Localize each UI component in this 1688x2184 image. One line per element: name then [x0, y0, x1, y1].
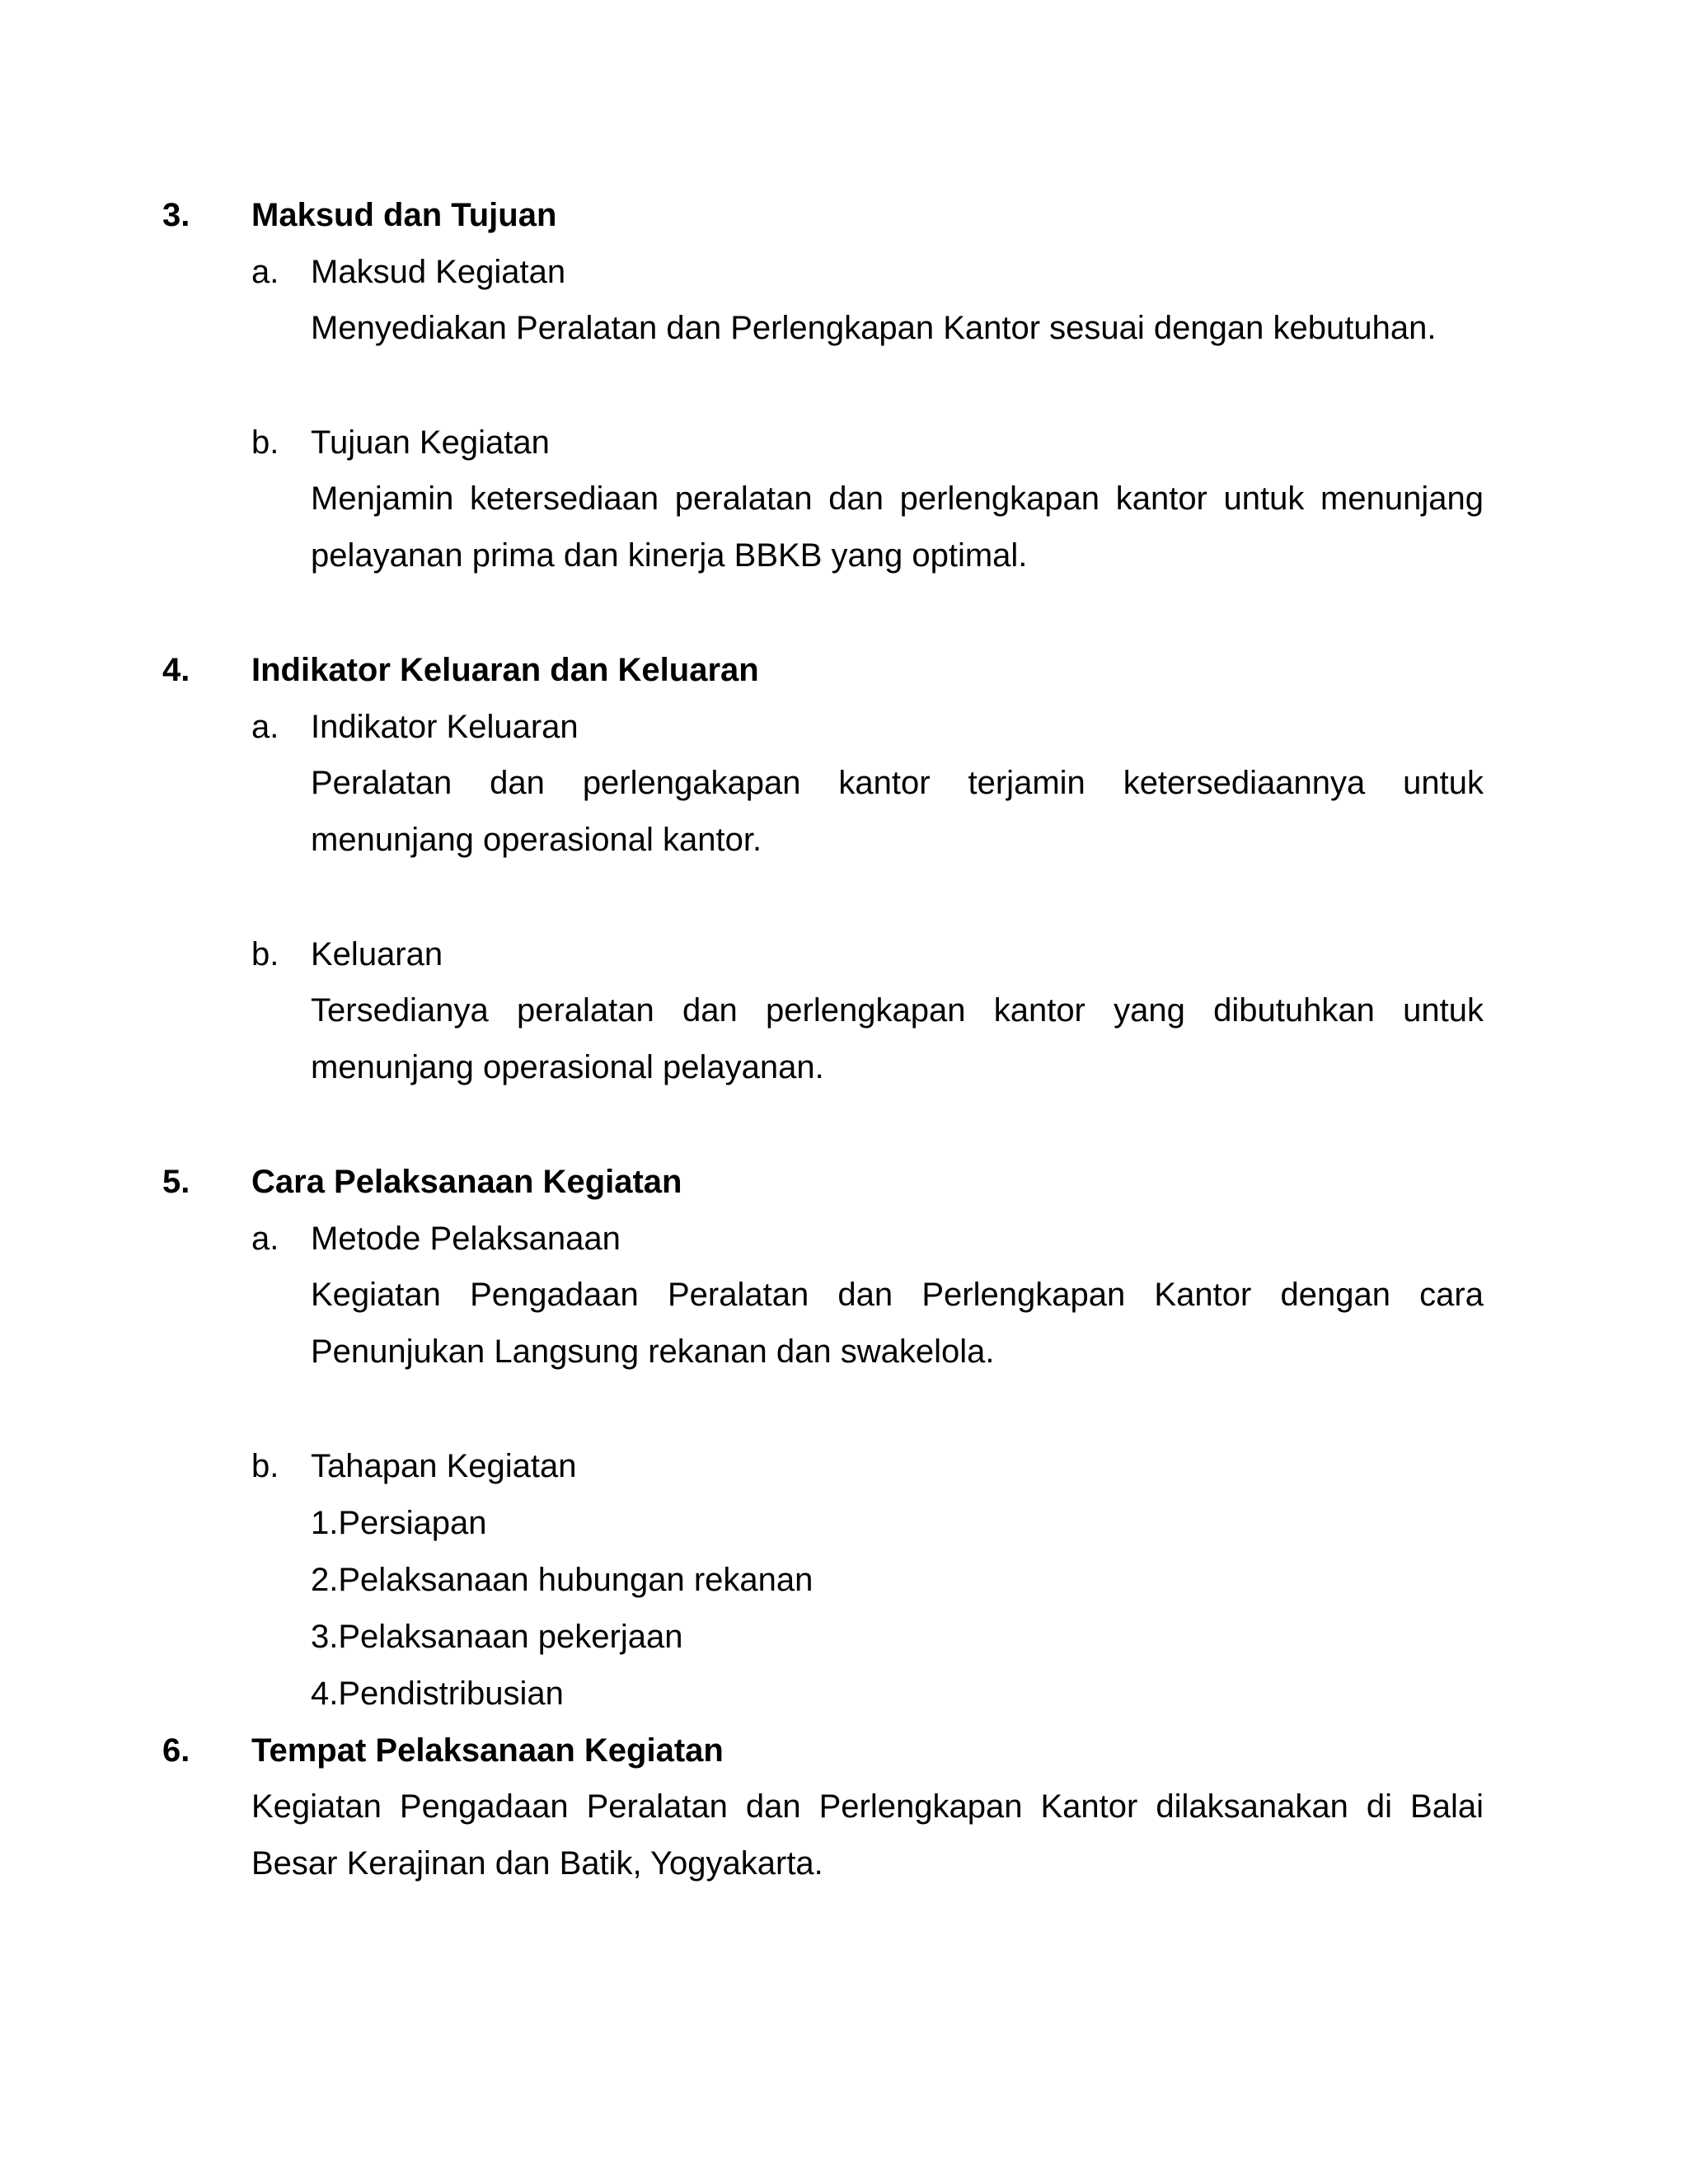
item-title: Maksud Kegiatan	[311, 254, 566, 290]
step-item: 3.Pelaksanaan pekerjaan	[311, 1619, 683, 1655]
item-title: Metode Pelaksanaan	[311, 1221, 621, 1257]
item-text: Kegiatan Pengadaan Peralatan dan Perlengkapan Kantor dengan cara Penunjukan Langsung rekanan dan swakelola.	[311, 1277, 1484, 1370]
item-text: Menjamin ketersediaan peralatan dan perlengkapan kantor untuk menunjang pelayanan prima dan kinerja BBKB yang optimal.	[311, 480, 1484, 574]
section-text: Kegiatan Pengadaan Peralatan dan Perlengkapan Kantor dilaksanakan di Balai Besar Kerajinan dan Batik, Yogyakarta.	[251, 1788, 1484, 1882]
item-text: Tersedianya peralatan dan perlengkapan kantor yang dibutuhkan untuk menunjang operasional pelayanan.	[311, 992, 1484, 1085]
item-title: Tahapan Kegiatan	[311, 1448, 577, 1484]
item-text: Menyediakan Peralatan dan Perlengkapan Kantor sesuai dengan kebutuhan.	[311, 310, 1437, 346]
section-title: Cara Pelaksanaan Kegiatan	[251, 1164, 682, 1200]
step-item: 1.Persiapan	[311, 1505, 487, 1541]
section-number: 4.	[162, 652, 190, 688]
item-letter: a.	[251, 254, 279, 290]
item-letter: a.	[251, 1221, 279, 1257]
section-title: Tempat Pelaksanaan Kegiatan	[251, 1732, 724, 1769]
step-item: 4.Pendistribusian	[311, 1675, 564, 1712]
item-letter: a.	[251, 709, 279, 745]
item-text: Peralatan dan perlengakapan kantor terjamin ketersediaannya untuk menunjang operasional kantor.	[311, 765, 1484, 858]
section-number: 5.	[162, 1164, 190, 1200]
section-title: Maksud dan Tujuan	[251, 197, 557, 233]
section-title: Indikator Keluaran dan Keluaran	[251, 652, 759, 688]
item-letter: b.	[251, 424, 279, 461]
section-number: 3.	[162, 197, 190, 233]
item-letter: b.	[251, 936, 279, 972]
item-title: Tujuan Kegiatan	[311, 424, 550, 461]
section-number: 6.	[162, 1732, 190, 1769]
item-letter: b.	[251, 1448, 279, 1484]
item-title: Keluaran	[311, 936, 443, 972]
item-title: Indikator Keluaran	[311, 709, 579, 745]
step-item: 2.Pelaksanaan hubungan rekanan	[311, 1562, 814, 1598]
